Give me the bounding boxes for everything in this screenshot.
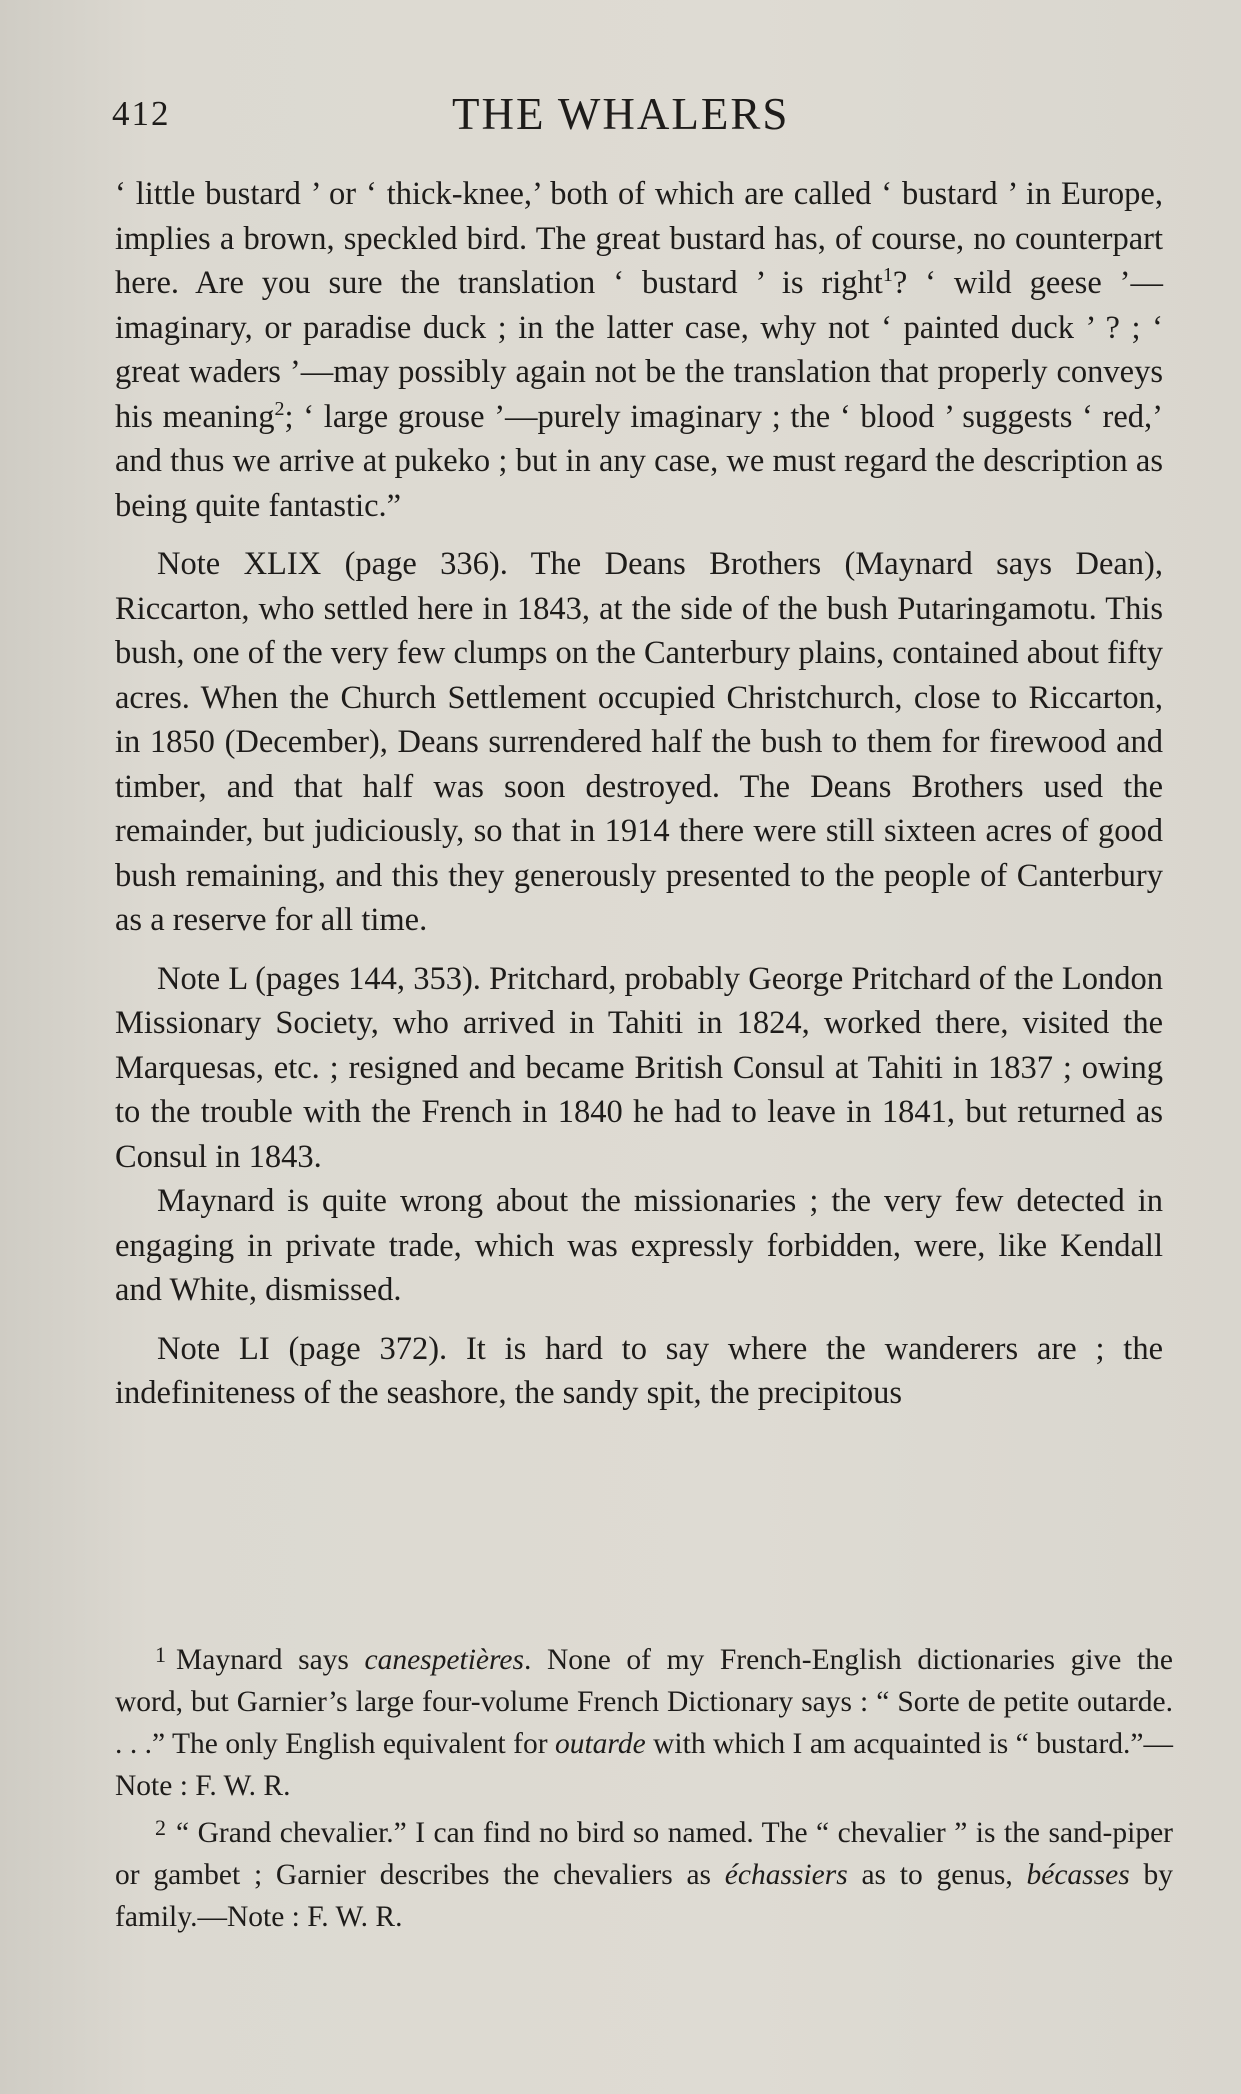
text-run: ‘ little bustard ’ or ‘ thick-knee,’ both of which are called ‘ bustard ’ in Europe, implies a brown, speckled bird. The great bustard has, of course, no counterpart here. Are you sure the translation ‘ bustard ’ is right [115, 176, 1163, 301]
main-text [115, 172, 1163, 1416]
paragraph-continued [115, 172, 1163, 528]
footnote-1 [115, 1634, 1173, 1807]
text-run: . None of my French-English dictionaries give the word, but Garnier’s large four-volume French Dictionary says : “ Sorte de petite outarde. . . .” The only English equivalent for [115, 1644, 1174, 1760]
page-header [112, 88, 1162, 148]
italic-term: canespetières [364, 1644, 524, 1676]
page-number: 412 [112, 94, 171, 133]
italic-term: outarde [554, 1728, 646, 1760]
text-run: ? ‘ wild geese ’—imaginary, or paradise duck ; in the latter case, why not ‘ painted duck ’ ? ; ‘ great waders ’—may possibly again not be the translation that properly conveys his meaning [115, 265, 1163, 435]
text-run: Maynard says [176, 1644, 365, 1676]
note-l-continued: Maynard is quite wrong about the missionaries ; the very few detected in engaging in private trade, which was expressly forbidden, were, like Kendall and White, dismissed. [115, 1183, 1163, 1308]
running-head: THE WHALERS [452, 89, 790, 139]
footnote-ref-2: 2 [274, 397, 285, 420]
note-l: Note L (pages 144, 353). Pritchard, probably George Pritchard of the London Missionary Society, who arrived in Tahiti in 1824, worked there, visited the Marquesas, etc. ; resigned and became British Consul at Tahiti in 1837 ; owing to the trouble with the French in 1840 he had to leave in 1841, but returned as Consul in 1843. [115, 960, 1163, 1175]
text-run: with which I am acquainted is “ bustard.”—Note : F. W. R. [115, 1728, 1173, 1802]
footnote-mark: 2 [155, 1815, 166, 1840]
text-run: “ Grand chevalier.” I can find no bird so named. The “ chevalier ” is the sand-piper or gambet ; Garnier describes the chevaliers as [115, 1817, 1173, 1891]
footnote-ref-1: 1 [882, 264, 893, 287]
footnote-2 [115, 1807, 1173, 1938]
footnotes [115, 1634, 1173, 1938]
italic-term: bécasses [1026, 1859, 1130, 1891]
footnote-mark: 1 [155, 1642, 166, 1667]
text-run: by family.—Note : F. W. R. [115, 1859, 1173, 1933]
note-li: Note LI (page 372). It is hard to say where the wanderers are ; the indefiniteness of the seashore, the sandy spit, the precipitous [115, 1330, 1163, 1411]
text-run: ; ‘ large grouse ’—purely imaginary ; the ‘ blood ’ suggests ‘ red,’ and thus we arrive at pukeko ; but in any case, we must regard the description as being quite fantastic.” [115, 398, 1164, 524]
note-xlix: Note XLIX (page 336). The Deans Brothers (Maynard says Dean), Riccarton, who settled here in 1843, at the side of the bush Putaringamotu. This bush, one of the very few clumps on the Canterbury plains, contained about fifty acres. When the Church Settlement occupied Christchurch, close to Riccarton, in 1850 (December), Deans surrendered half the bush to them for firewood and timber, and that half was soon destroyed. The Deans Brothers used the remainder, but judiciously, so that in 1914 there were still sixteen acres of good bush remaining, and this they generously presented to the people of Canterbury as a reserve for all time. [115, 546, 1163, 938]
text-run: as to genus, [847, 1859, 1027, 1891]
italic-term: échassiers [724, 1859, 848, 1891]
